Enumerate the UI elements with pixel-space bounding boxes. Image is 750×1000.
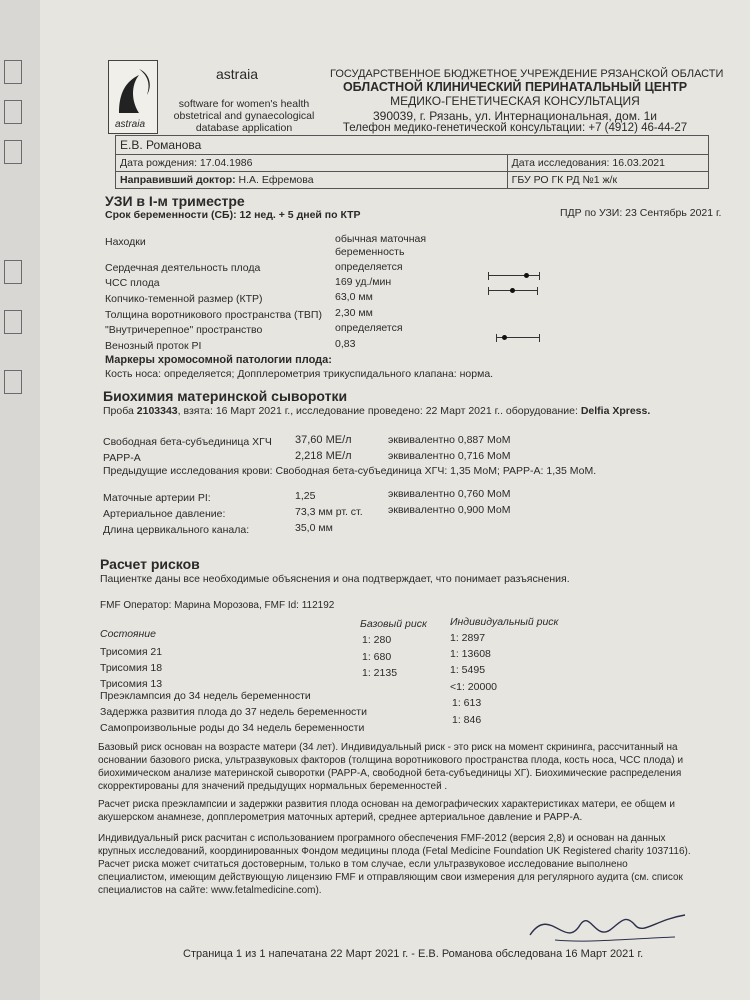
form-box <box>4 100 22 124</box>
form-box <box>4 370 22 394</box>
patient-table <box>115 135 709 189</box>
form-box <box>4 310 22 334</box>
bio-mom: эквивалентно 0,900 МоМ <box>388 504 511 516</box>
us-row-label: Копчико-теменной размер (КТР) <box>105 293 263 305</box>
us-row-label: Венозный проток PI <box>105 340 202 352</box>
patient-dob: Дата рождения: 17.04.1986 <box>120 157 253 169</box>
risk-label: Трисомия 18 <box>100 662 163 674</box>
risk-title: Расчет рисков <box>100 556 200 572</box>
form-box <box>4 140 22 164</box>
form-box <box>4 260 22 284</box>
crl-percentile-bar <box>488 287 538 295</box>
risk-base: 1: 680 <box>362 651 392 663</box>
logo-text: astraia <box>115 119 146 130</box>
us-row-value: 63,0 мм <box>335 291 373 303</box>
bio-mom: эквивалентно 0,887 МоМ <box>388 434 511 446</box>
institution-line-3: МЕДИКО-ГЕНЕТИЧЕСКАЯ КОНСУЛЬТАЦИЯ <box>390 94 640 108</box>
us-row-value: беременность <box>335 246 405 258</box>
us-row-label: Толщина воротникового пространства (ТВП) <box>105 309 322 321</box>
markers-title: Маркеры хромосомной патологии плода: <box>105 354 332 366</box>
col-base-risk: Базовый риск <box>360 618 427 630</box>
risk-individual: 1: 13608 <box>450 648 491 660</box>
us-row-label: Сердечная деятельность плода <box>105 262 261 274</box>
markers-text: Кость носа: определяется; Допплерометрия трикуспидального клапана: норма. <box>105 368 494 380</box>
risk-label: Самопроизвольные роды до 34 недель беременности <box>100 722 365 734</box>
us-row-value: 169 уд./мин <box>335 276 392 288</box>
brand-tagline-2: obstetrical and gynaecological <box>173 110 315 122</box>
risk-explanation-2: Расчет риска преэклампсии и задержки развития плода основан на демографических характеристиках матери, ее общем и акушерском анамнезе, допплерометрия маточных артерий, среднее артериальное давление и PAPP-A. <box>98 799 675 823</box>
clinic: ГБУ РО ГК РД №1 ж/к <box>507 172 708 188</box>
risk-label: Задержка развития плода до 37 недель беременности <box>100 706 367 718</box>
institution-address: 390039, г. Рязань, ул. Интернациональная, дом. 1и <box>372 109 658 123</box>
risk-label: Трисомия 13 <box>100 678 163 690</box>
risk-individual: <1: 20000 <box>450 681 498 693</box>
risk-explanation-3: Индивидуальный риск расчитан с использованием програмного обеспечения FMF-2012 (версия 2,8) и основан на данных крупных исследований, координированных Фондом медицины плода (Fetal Medicine Foundation UK Registered charity 1037116). Расчет риска может считаться достоверным, только в том случае, если ультразвуковое исследование выполнено специалистом, имеющим действующую лицензию FMF и отправляющим свои измерения для регулярного аудита (см. список специалистов на сайте: www.fetalmedicine.com). <box>98 833 691 896</box>
bio-mom: эквивалентно 0,716 МоМ <box>388 450 511 462</box>
us-row-label: Находки <box>105 236 146 248</box>
patient-name: Е.В. Романова <box>120 138 202 152</box>
risk-label: Трисомия 21 <box>100 646 163 658</box>
us-row-label: ЧСС плода <box>105 277 160 289</box>
institution-phone: Телефон медико-генетической консультации: +7 (4912) 46-44-27 <box>342 122 688 134</box>
form-box <box>4 60 22 84</box>
astraia-logo <box>108 60 158 134</box>
bio-value: 2,218 МЕ/л <box>295 450 352 462</box>
previous-tests: Предыдущие исследования крови: Свободная бета-субъединица ХГЧ: 1,35 МоМ; PAPP-A: 1,35 МоМ. <box>103 465 597 477</box>
bio-value: 73,3 мм рт. ст. <box>295 506 363 518</box>
bio-mom: эквивалентно 0,760 МоМ <box>388 488 511 500</box>
brand-name: astraia <box>216 66 259 82</box>
due-date: ПДР по УЗИ: 23 Сентябрь 2021 г. <box>560 207 722 219</box>
institution-line-1: ГОСУДАРСТВЕННОЕ БЮДЖЕТНОЕ УЧРЕЖДЕНИЕ РЯЗАНСКОЙ ОБЛАСТИ <box>330 68 724 80</box>
us-row-value: определяется <box>335 261 403 273</box>
signature <box>525 895 690 955</box>
us-row-value: 0,83 <box>335 338 356 350</box>
risk-individual: 1: 2897 <box>450 632 486 644</box>
us-row-label: "Внутричерепное" пространство <box>105 324 263 336</box>
us-row-value: определяется <box>335 322 403 334</box>
risk-explanation-1: Базовый риск основан на возрасте матери (34 лет). Индивидуальный риск - это риск на момент скрининга, рассчитанный на основании базового риска, ультразвуковых факторов (толщина воротникового пространства плода, кость носа, ЧСС плода) и биохимическом анализе материнской сыворотки (PAPP-A, свободной бета-субъединицы ХГ). Биохимические распределения скорректированы для значений предыдущих нормальных беременностей . <box>98 742 684 792</box>
risk-individual: 1: 5495 <box>450 664 486 676</box>
exam-date: Дата исследования: 16.03.2021 <box>507 155 708 171</box>
ductus-pi-percentile-bar <box>496 334 540 342</box>
risk-label: Преэклампсия до 34 недель беременности <box>100 690 311 702</box>
risk-individual: 1: 613 <box>452 697 482 709</box>
brand-tagline-1: software for women's health <box>178 98 310 110</box>
risk-base: 1: 2135 <box>362 667 398 679</box>
bio-label: Маточные артерии PI: <box>103 492 211 504</box>
consent-text: Пациентке даны все необходимые объяснения и она подтверждает, что понимает разъяснения. <box>100 573 570 585</box>
brand-tagline-3: database application <box>195 122 293 134</box>
bio-value: 35,0 мм <box>295 522 333 534</box>
us-row-value: 2,30 мм <box>335 307 373 319</box>
bio-label: Свободная бета-субъединица ХГЧ <box>103 436 272 448</box>
us-title: УЗИ в I-м триместре <box>105 193 245 209</box>
page-footer: Страница 1 из 1 напечатана 22 Март 2021 г. - Е.В. Романова обследована 16 Март 2021 г. <box>183 948 644 960</box>
fhr-percentile-bar <box>488 272 540 280</box>
fmf-operator: FMF Оператор: Марина Морозова, FMF Id: 112192 <box>100 600 335 611</box>
bio-label: Артериальное давление: <box>103 508 226 520</box>
sample-info: Проба 2103343, взята: 16 Март 2021 г., исследование проведено: 22 Март 2021 г.. оборудование: Delfia Xpress. <box>103 405 651 417</box>
institution-line-2: ОБЛАСТНОЙ КЛИНИЧЕСКИЙ ПЕРИНАТАЛЬНЫЙ ЦЕНТР <box>342 80 688 94</box>
bio-value: 37,60 МЕ/л <box>295 434 352 446</box>
risk-individual: 1: 846 <box>452 714 482 726</box>
bio-label: PAPP-A <box>103 452 141 464</box>
us-row-value: обычная маточная <box>335 233 427 245</box>
col-individual-risk: Индивидуальный риск <box>450 616 559 628</box>
bio-value: 1,25 <box>295 490 316 502</box>
col-state: Состояние <box>100 628 156 640</box>
bio-title: Биохимия материнской сыворотки <box>103 388 348 404</box>
risk-base: 1: 280 <box>362 634 392 646</box>
referring-doctor: Направивший доктор: Н.А. Ефремова <box>120 174 314 186</box>
gestational-age: Срок беременности (СБ): 12 нед. + 5 дней по КТР <box>105 209 361 221</box>
bio-label: Длина цервикального канала: <box>103 524 250 536</box>
